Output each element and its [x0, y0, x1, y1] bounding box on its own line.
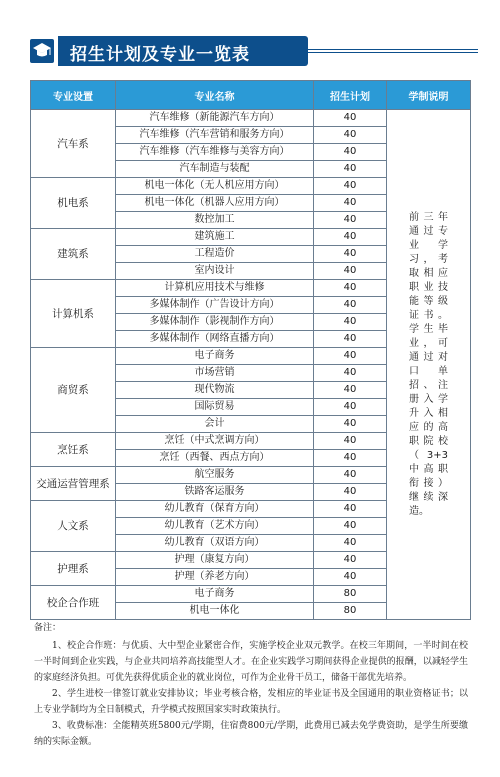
- plan-cell: 40: [314, 569, 387, 586]
- major-cell: 幼儿教育（保育方向）: [116, 501, 314, 518]
- major-cell: 汽车制造与装配: [116, 161, 314, 178]
- plan-cell: 80: [314, 586, 387, 603]
- dept-cell: 烹饪系: [31, 433, 116, 467]
- plan-cell: 40: [314, 501, 387, 518]
- table-row: [31, 110, 471, 127]
- plan-cell: 40: [314, 314, 387, 331]
- plan-cell: 40: [314, 280, 387, 297]
- plan-cell: 40: [314, 110, 387, 127]
- major-cell: 会计: [116, 416, 314, 433]
- major-cell: 工程造价: [116, 246, 314, 263]
- plan-cell: 40: [314, 331, 387, 348]
- plan-cell: 40: [314, 450, 387, 467]
- plan-cell: 40: [314, 263, 387, 280]
- graduation-cap-icon: [32, 42, 52, 60]
- major-cell: 汽车维修（新能源汽车方向）: [116, 110, 314, 127]
- plan-cell: 40: [314, 212, 387, 229]
- enrollment-table-wrapper: [30, 80, 470, 620]
- major-cell: 汽车维修（汽车维修与美容方向）: [116, 144, 314, 161]
- major-cell: 多媒体制作（网络直播方向）: [116, 331, 314, 348]
- major-cell: 建筑施工: [116, 229, 314, 246]
- plan-cell: 40: [314, 195, 387, 212]
- major-cell: 电子商务: [116, 586, 314, 603]
- major-cell: 护理（养老方向）: [116, 569, 314, 586]
- remark-item: 1、校企合作班：与优质、大中型企业紧密合作，实施学校企业双元教学。在校三年期间，一半时间在校一半时间到企业实践，与企业共同培养高技能型人才。在企业实践学习期间获得企业提供的报酬，以减轻学生的家庭经济负担。可优先获得优质企业的就业岗位，可作为企业骨干员工，储备干部优先培养。: [34, 641, 468, 683]
- major-cell: 国际贸易: [116, 399, 314, 416]
- plan-cell: 40: [314, 229, 387, 246]
- table-header-row: [31, 81, 471, 110]
- dept-cell: 建筑系: [31, 229, 116, 280]
- major-cell: 计算机应用技术与维修: [116, 280, 314, 297]
- enrollment-plan-table: [30, 80, 471, 620]
- plan-cell: 40: [314, 246, 387, 263]
- plan-cell: 40: [314, 365, 387, 382]
- col-header-plan: 招生计划: [314, 81, 387, 110]
- dept-cell: 商贸系: [31, 348, 116, 433]
- plan-cell: 40: [314, 416, 387, 433]
- major-cell: 航空服务: [116, 467, 314, 484]
- remarks-section: [34, 620, 468, 750]
- plan-cell: 40: [314, 467, 387, 484]
- col-header-note: 学制说明: [387, 81, 471, 110]
- plan-cell: 40: [314, 178, 387, 195]
- dept-cell: 机电系: [31, 178, 116, 229]
- major-cell: 机电一体化: [116, 603, 314, 620]
- major-cell: 机电一体化（无人机应用方向）: [116, 178, 314, 195]
- plan-cell: 40: [314, 127, 387, 144]
- plan-cell: 80: [314, 603, 387, 620]
- remark-item: 3、收费标准：全能精英班5800元/学期，住宿费800元/学期，此费用已减去免学费资助，是学生所要缴纳的实际金额。: [34, 721, 468, 747]
- title-box: [58, 36, 308, 66]
- major-cell: 数控加工: [116, 212, 314, 229]
- plan-cell: 40: [314, 382, 387, 399]
- remarks-title: 备注：: [34, 623, 62, 633]
- major-cell: 多媒体制作（广告设计方向）: [116, 297, 314, 314]
- major-cell: 多媒体制作（影视制作方向）: [116, 314, 314, 331]
- page-title: 招生计划及专业一览表: [70, 45, 250, 65]
- major-cell: 市场营销: [116, 365, 314, 382]
- table-body: [31, 110, 471, 620]
- major-cell: 护理（康复方向）: [116, 552, 314, 569]
- plan-cell: 40: [314, 348, 387, 365]
- plan-cell: 40: [314, 399, 387, 416]
- page-header: [30, 36, 478, 66]
- plan-cell: 40: [314, 161, 387, 178]
- dept-cell: 人文系: [31, 501, 116, 552]
- major-cell: 机电一体化（机器人应用方向）: [116, 195, 314, 212]
- major-cell: 室内设计: [116, 263, 314, 280]
- dept-cell: 交通运营管理系: [31, 467, 116, 501]
- major-cell: 幼儿教育（双语方向）: [116, 535, 314, 552]
- major-cell: 现代物流: [116, 382, 314, 399]
- header-rule: [308, 49, 478, 53]
- major-cell: 汽车维修（汽车营销和服务方向）: [116, 127, 314, 144]
- col-header-dept: 专业设置: [31, 81, 116, 110]
- dept-cell: 护理系: [31, 552, 116, 586]
- dept-cell: 汽车系: [31, 110, 116, 178]
- plan-cell: 40: [314, 297, 387, 314]
- remark-item: 2、学生进校一律签订就业安排协议；毕业考核合格，发相应的毕业证书及全国通用的职业资格证书；以上专业学制均为全日制模式，升学模式按照国家实时政策执行。: [34, 689, 468, 715]
- program-note-cell: 前三年通过专业学习，考取相应职业技能等级证书。学生毕业，可通过对口单招、注册入学升入相应的高职院校（3+3中高职衔接）继续深造。: [387, 110, 471, 620]
- dept-cell: 校企合作班: [31, 586, 116, 620]
- plan-cell: 40: [314, 535, 387, 552]
- plan-cell: 40: [314, 144, 387, 161]
- dept-cell: 计算机系: [31, 280, 116, 348]
- plan-cell: 40: [314, 552, 387, 569]
- plan-cell: 40: [314, 518, 387, 535]
- major-cell: 铁路客运服务: [116, 484, 314, 501]
- plan-cell: 40: [314, 433, 387, 450]
- major-cell: 幼儿教育（艺术方向）: [116, 518, 314, 535]
- graduation-cap-badge: [30, 39, 54, 63]
- major-cell: 电子商务: [116, 348, 314, 365]
- plan-cell: 40: [314, 484, 387, 501]
- major-cell: 烹饪（中式烹调方向）: [116, 433, 314, 450]
- col-header-major: 专业名称: [116, 81, 314, 110]
- major-cell: 烹饪（西餐、西点方向）: [116, 450, 314, 467]
